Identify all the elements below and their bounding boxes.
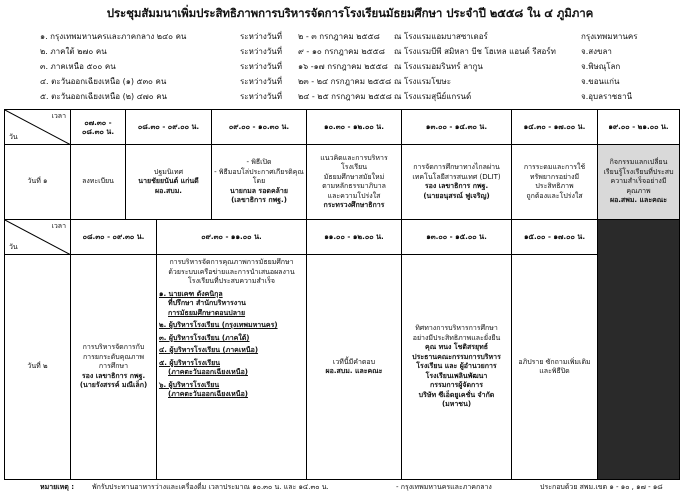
- registration-row: [40, 45, 700, 57]
- time-header: ๑๙.๐๐ - ๒๑.๐๐ น.: [598, 110, 679, 145]
- concept-line: และความโปร่งใส: [327, 191, 381, 200]
- presenter-sub: ที่ปรึกษา สำนักบริหารงาน: [168, 299, 246, 307]
- concept-org: กระทรวงศึกษาธิการ: [323, 201, 385, 209]
- date-label: ระหว่างวันที่: [240, 47, 282, 56]
- schedule-table: [4, 109, 680, 480]
- date-label: ระหว่างวันที่: [240, 77, 282, 86]
- direction-line: ทิศทางการบริหารการศึกษา: [415, 324, 498, 333]
- province: กรุงเทพมหานคร: [581, 32, 638, 41]
- direction-title: โรงเรียนเพลินพัฒนา: [425, 371, 488, 380]
- date-range: ๒๔ - ๒๕ กรกฎาคม ๒๕๕๘: [298, 92, 392, 101]
- venue: ณ โรงแรมอมรินทร์ ลากูน: [394, 62, 483, 71]
- ceremony-line: - พิธีมอบโล่ประกาศเกียรติคุณ: [214, 167, 304, 176]
- corner-day-label: วัน: [9, 133, 18, 141]
- note-detail: ประกอบด้วย สพม.เขต ๑ - ๑๐ , ๑๗ - ๑๘: [540, 483, 663, 491]
- quality-name: (นายรังสรรค์ มณีเล็ก): [79, 381, 148, 390]
- note-row: [40, 482, 700, 497]
- presenter-item: ๒. ผู้บริหารโรงเรียน (กรุงเทพมหานคร): [159, 321, 278, 329]
- concept-cell: [307, 145, 402, 220]
- province: จ.สงขลา: [581, 47, 612, 56]
- note-region: - กรุงเทพมหานครและภาคกลาง: [396, 483, 492, 491]
- group-label: ๔. ตะวันออกเฉียงเหนือ (๑) ๕๓๐ คน: [40, 77, 167, 86]
- corner-time-label: เวลา: [51, 112, 66, 120]
- date-range: ๒ - ๓ กรกฎาคม ๒๕๕๘: [298, 32, 380, 41]
- ceremony-line: โดย: [252, 177, 266, 186]
- registration-row: [40, 75, 700, 87]
- direction-cell: [402, 255, 512, 479]
- evening-cell: [598, 145, 679, 220]
- presenter-item: ๔. ผู้บริหารโรงเรียน (ภาคเหนือ): [159, 346, 259, 354]
- opening-title: ปฐมนิเทศ: [153, 167, 184, 176]
- direction-speaker: คุณ ทนง โชติสรยุทธ์: [425, 343, 488, 352]
- presenter-sub: (ภาคตะวันออกเฉียงเหนือ): [168, 390, 248, 398]
- province: จ.อุบลราชธานี: [581, 92, 633, 101]
- direction-title: โรงเรียน และ ผู้อำนวยการ: [416, 362, 497, 371]
- corner-cell-day1: [5, 110, 71, 145]
- day-label: วันที่ ๒: [5, 255, 71, 479]
- registration-row: [40, 30, 700, 42]
- presenter-item: ๓. ผู้บริหารโรงเรียน (ภาคใต้): [159, 333, 250, 342]
- concept-line: แนวคิดและการบริหารโรงเรียน: [320, 153, 388, 171]
- quality-line: การยกระดับคุณภาพ: [82, 352, 145, 361]
- date-label: ระหว่างวันที่: [240, 62, 282, 71]
- ceremony-line: - พิธีเปิด: [246, 158, 272, 167]
- discussion-line: และพิธีปิด: [539, 367, 570, 375]
- evening-line: คุณภาพ: [626, 186, 651, 195]
- time-header: ๐๙.๓๐ - ๑๑.๐๐ น.: [157, 220, 307, 255]
- date-label: ระหว่างวันที่: [240, 92, 282, 101]
- resources-line: ทรัพยากรอย่างมี: [529, 172, 580, 181]
- presenter-item: ๑. นายเคฑ ตังคนิกุล: [159, 289, 223, 298]
- registration-cell: ลงทะเบียน: [71, 145, 126, 220]
- time-header: ๐๘.๓๐ - ๐๙.๐๐ น.: [126, 110, 212, 145]
- province: จ.พิษณุโลก: [581, 62, 621, 71]
- registration-row: [40, 90, 700, 102]
- presenter-item: ๖. ผู้บริหารโรงเรียน: [159, 380, 220, 389]
- time-header: ๐๘.๓๐ - ๐๙.๓๐ น.: [71, 220, 157, 255]
- opening-cell: [126, 145, 212, 220]
- ceremony-cell: [212, 145, 307, 220]
- direction-line: อย่างมีประสิทธิภาพและยั่งยืน: [412, 333, 501, 342]
- note-text: พักรับประทานอาหารว่างและเครื่องดื่ม เวลาประมาณ ๑๐.๓๐ น. และ ๑๔.๓๐ น.: [92, 483, 329, 491]
- opening-speaker: นายชัยยนันต์ แก่นดี: [138, 177, 199, 186]
- evening-line: ความสำเร็จอย่างมี: [610, 177, 667, 186]
- time-header: ๐๙.๐๐ - ๑๐.๓๐ น.: [212, 110, 307, 145]
- dlit-cell: [402, 145, 512, 220]
- evening-line: เรียนรู้โรงเรียนที่ประสบ: [603, 167, 674, 176]
- concept-line: ตามหลักธรรมาภิบาล: [322, 182, 386, 190]
- network-cell: [157, 255, 307, 479]
- presenter-list: [159, 290, 304, 400]
- resources-line: ประสิทธิภาพ: [535, 182, 574, 190]
- direction-title: (มหาชน): [441, 400, 472, 409]
- time-header: ๑๓.๐๐ - ๑๔.๓๐ น.: [402, 110, 512, 145]
- evening-by: ผอ.สพม. และคณะ: [609, 196, 668, 205]
- ceremony-role: (เลขาธิการ กพฐ.): [231, 196, 287, 205]
- venue: ณ โรงแรมแอมบาสซาเดอร์: [394, 32, 488, 41]
- time-header: ๑๓.๐๐ - ๑๕.๐๐ น.: [402, 220, 512, 255]
- network-intro: การบริหารจัดการคุณภาพการมัธยมศึกษา: [169, 258, 294, 266]
- corner-day-label: วัน: [9, 243, 18, 251]
- page-title: ประชุมสัมมนาเพิ่มประสิทธิภาพการบริหารจัดการโรงเรียนมัธยมศึกษา ประจำปี ๒๕๕๘ ใน ๔ ภูมิภาค: [106, 6, 594, 20]
- group-label: ๕. ตะวันออกเฉียงเหนือ (๒) ๔๗๐ คน: [40, 92, 168, 101]
- direction-title: บริษัท ซีเอ็ดยูเคชั่น จำกัด: [418, 390, 495, 399]
- discussion-line: อภิปราย ซักถามเพิ่มเติม: [518, 357, 591, 366]
- network-intro: โรงเรียนที่ประสบความสำเร็จ: [188, 277, 275, 285]
- quality-line: การบริหารจัดการกับ: [82, 343, 145, 352]
- group-label: ๑. กรุงเทพมหานครและภาคกลาง ๒๔๐ คน: [40, 32, 187, 41]
- opening-role: ผอ.สบม.: [155, 186, 182, 195]
- direction-title: ประธานคณะกรรมการบริหาร: [412, 352, 501, 361]
- resources-cell: [512, 145, 598, 220]
- corner-cell-day2: [5, 220, 71, 255]
- registration-row: [40, 60, 700, 72]
- quality-speaker: รอง เลขาธิการ กพฐ.: [81, 371, 146, 380]
- group-label: ๓. ภาคเหนือ ๕๐๐ คน: [40, 62, 116, 71]
- network-intro: ด้วยระบบเครือข่ายและการนำเสนอผลงาน: [168, 267, 295, 276]
- group-label: ๒. ภาคใต้ ๒๗๐ คน: [40, 47, 107, 56]
- presenter-item: ๕. ผู้บริหารโรงเรียน: [159, 358, 220, 367]
- blank-shaded-cell: [598, 220, 679, 479]
- notes-label: หมายเหตุ :: [40, 483, 75, 491]
- venue: ณ โรงแรมโฆษะ: [394, 77, 451, 86]
- province: จ.ขอนแก่น: [581, 77, 620, 86]
- venue: ณ โรงแรมสุนีย์แกรนด์: [394, 92, 472, 101]
- date-range: ๑๖ -๑๗ กรกฎาคม ๒๕๕๘: [298, 62, 388, 71]
- venue: ณ โรงแรมบีพี สมิหลา บีช โฮเทล แอนด์ รีสอร์ท: [394, 47, 556, 56]
- qa-line: เวทีนี้มีคำตอบ: [332, 357, 376, 366]
- presenter-sub: การมัธยมศึกษาตอนปลาย: [168, 308, 246, 317]
- date-range: ๒๓ - ๒๔ กรกฎาคม ๒๕๕๘: [298, 77, 392, 86]
- dlit-line: การจัดการศึกษาทางไกลผ่าน: [413, 163, 500, 171]
- time-header: ๑๕.๐๐ - ๑๗.๐๐ น.: [512, 220, 598, 255]
- qa-cell: [307, 255, 402, 479]
- resources-line: ถูกต้องและโปร่งใส: [526, 191, 583, 200]
- resources-line: การระดมและการใช้: [523, 163, 586, 171]
- time-header: ๑๔.๓๐ - ๑๗.๐๐ น.: [512, 110, 598, 145]
- dlit-name: (นายอนุสรณ์ ฟูเจริญ): [423, 191, 490, 200]
- time-header: ๑๐.๓๐ - ๑๒.๐๐ น.: [307, 110, 402, 145]
- ceremony-speaker: นายกมล รอดคล้าย: [230, 186, 288, 195]
- quality-cell: [71, 255, 157, 479]
- time-header: ๐๗.๓๐ - ๐๘.๓๐ น.: [71, 110, 126, 145]
- date-range: ๙ - ๑๐ กรกฎาคม ๒๕๕๘: [298, 47, 385, 56]
- date-label: ระหว่างวันที่: [240, 32, 282, 41]
- evening-line: กิจกรรมแลกเปลี่ยน: [609, 158, 668, 167]
- discussion-cell: [512, 255, 598, 479]
- direction-title: กรรมการผู้จัดการ: [430, 381, 483, 390]
- time-header: ๑๑.๐๐ - ๑๒.๐๐ น.: [307, 220, 402, 255]
- quality-line: การศึกษา: [98, 362, 129, 371]
- dlit-speaker: รอง เลขาธิการ กพฐ.: [424, 182, 489, 190]
- corner-time-label: เวลา: [51, 222, 66, 230]
- qa-by: ผอ.สบม. และคณะ: [325, 367, 383, 375]
- concept-line: มัธยมศึกษาสมัยใหม่: [323, 172, 385, 181]
- dlit-line: เทคโนโลยีสารสนเทศ (DLIT): [412, 172, 501, 181]
- day-label: วันที่ ๑: [5, 145, 71, 220]
- presenter-sub: (ภาคตะวันออกเฉียงเหนือ): [168, 368, 248, 376]
